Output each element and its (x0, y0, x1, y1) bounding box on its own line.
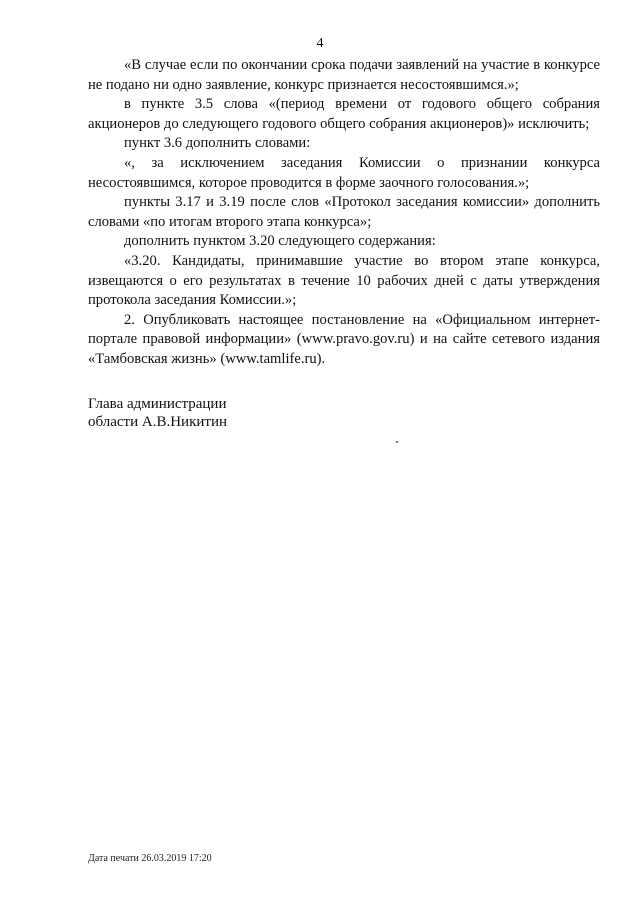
print-date: Дата печати 26.03.2019 17:20 (88, 853, 212, 864)
paragraph-item-3-5: в пункте 3.5 слова «(период времени от годового общего собрания акционеров до следующего годового общего собрания акционеров)» исключить; (88, 96, 600, 132)
signature-title: Глава администрации (88, 396, 227, 412)
paragraph-publish: 2. Опубликовать настоящее постановление на «Официальном интернет-портале правовой информации» (www.pravo.gov.ru) и на сайте сетевого издания «Тамбовская жизнь» (www.tamlife.ru). (88, 311, 600, 367)
paragraph-contest-failed: «В случае если по окончании срока подачи заявлений на участие в конкурсе не подано ни одно заявление, конкурс признается несостоявшимся.»; (88, 57, 600, 93)
paragraph-item-3-20-text: «3.20. Кандидаты, принимавшие участие во втором этапе конкурса, извещаются о его результатах в течение 10 рабочих дней с даты утверждения протокола заседания Комиссии.»; (88, 252, 600, 309)
page-number: 4 (316, 36, 324, 51)
signature-block (88, 395, 227, 431)
paragraph-item-3-6-addition: «, за исключением заседания Комиссии о признании конкурса несостоявшимся, которое проводится в форме заочного голосования.»; (88, 154, 600, 191)
scan-speck (396, 441, 398, 443)
paragraph-items-3-17-3-19: пункты 3.17 и 3.19 после слов «Протокол заседания комиссии» дополнить словами «по итогам второго этапа конкурса»; (88, 194, 600, 230)
paragraph-item-3-20-intro: дополнить пунктом 3.20 следующего содержания: (124, 233, 436, 250)
paragraph-item-3-6: пункт 3.6 дополнить словами: (124, 135, 311, 152)
document-body (88, 56, 600, 370)
signature-name: области А.В.Никитин (88, 414, 228, 430)
